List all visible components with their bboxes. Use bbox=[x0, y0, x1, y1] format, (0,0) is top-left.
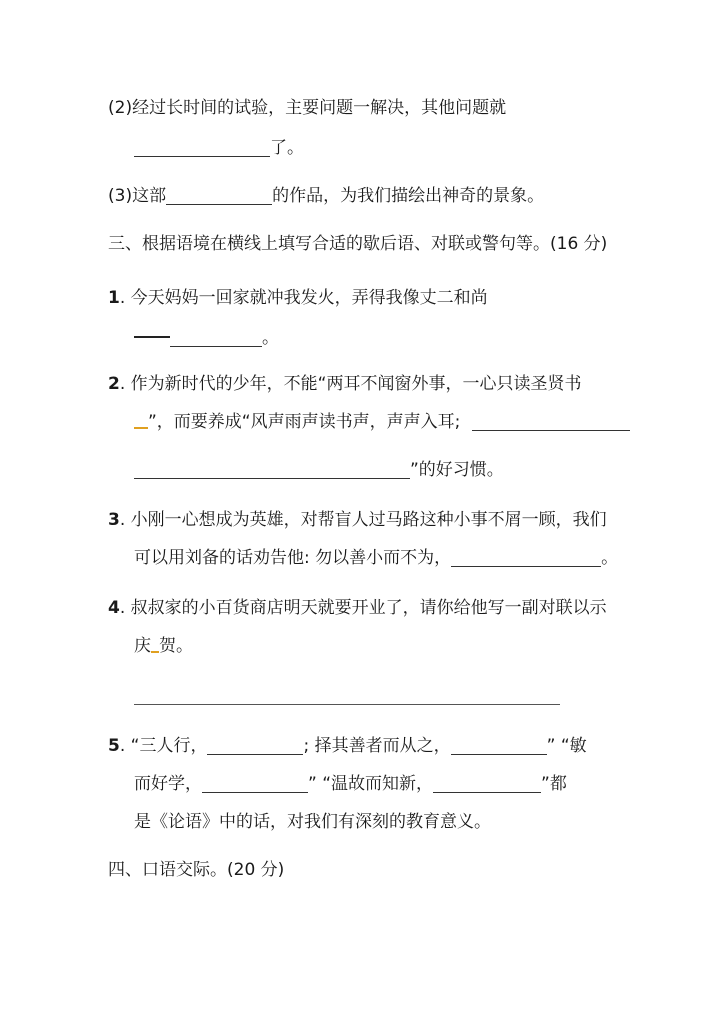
item-5-line1: 5. “三人行， ; 择其善者而从之， ” “敏 bbox=[108, 736, 587, 756]
highlight-mark bbox=[134, 427, 148, 429]
answer-blank[interactable] bbox=[451, 736, 547, 755]
answer-line[interactable] bbox=[134, 704, 560, 705]
item-2-line1: 2. 作为新时代的少年，不能“两耳不闻窗外事，一心只读圣贤书 bbox=[108, 374, 582, 394]
item-5-line2: 而好学， ” “温故而知新， ”都 bbox=[134, 774, 567, 794]
dash-mark bbox=[134, 336, 170, 338]
item-3-line1: 3. 小刚一心想成为英雄，对帮盲人过马路这种小事不屑一顾，我们 bbox=[108, 510, 607, 530]
answer-blank[interactable] bbox=[170, 328, 262, 347]
q2-line1: (2)经过长时间的试验，主要问题一解决，其他问题就 bbox=[108, 98, 507, 118]
answer-blank[interactable] bbox=[166, 186, 272, 205]
answer-blank[interactable] bbox=[202, 774, 308, 793]
answer-blank[interactable] bbox=[451, 548, 601, 567]
q2-line2: 了。 bbox=[134, 136, 304, 160]
answer-blank[interactable] bbox=[472, 412, 630, 431]
section-4-title: 四、口语交际。(20 分) bbox=[108, 860, 285, 880]
item-5-line3: 是《论语》中的话，对我们有深刻的教育意义。 bbox=[134, 812, 491, 832]
answer-blank[interactable] bbox=[134, 460, 410, 479]
item-4-line2: 庆 贺。 bbox=[134, 636, 193, 656]
item-2-line3: ”的好习惯。 bbox=[134, 458, 504, 482]
item-1-line2: 。 bbox=[134, 326, 279, 350]
highlight-mark bbox=[151, 651, 159, 653]
item-1-line1: 1. 今天妈妈一回家就冲我发火，弄得我像丈二和尚 bbox=[108, 288, 488, 308]
item-4-line1: 4. 叔叔家的小百货商店明天就要开业了，请你给他写一副对联以示 bbox=[108, 598, 607, 618]
section-3-title: 三、根据语境在横线上填写合适的歇后语、对联或警句等。(16 分) bbox=[108, 234, 608, 254]
answer-blank[interactable] bbox=[433, 774, 541, 793]
item-2-line2: ”，而要养成“风声雨声读书声，声声入耳; bbox=[134, 410, 630, 434]
item-3-line2: 可以用刘备的话劝告他: 勿以善小而不为， 。 bbox=[134, 548, 619, 568]
answer-blank[interactable] bbox=[134, 138, 270, 157]
q3-line: (3)这部 的作品，为我们描绘出神奇的景象。 bbox=[108, 186, 545, 206]
answer-blank[interactable] bbox=[207, 736, 303, 755]
